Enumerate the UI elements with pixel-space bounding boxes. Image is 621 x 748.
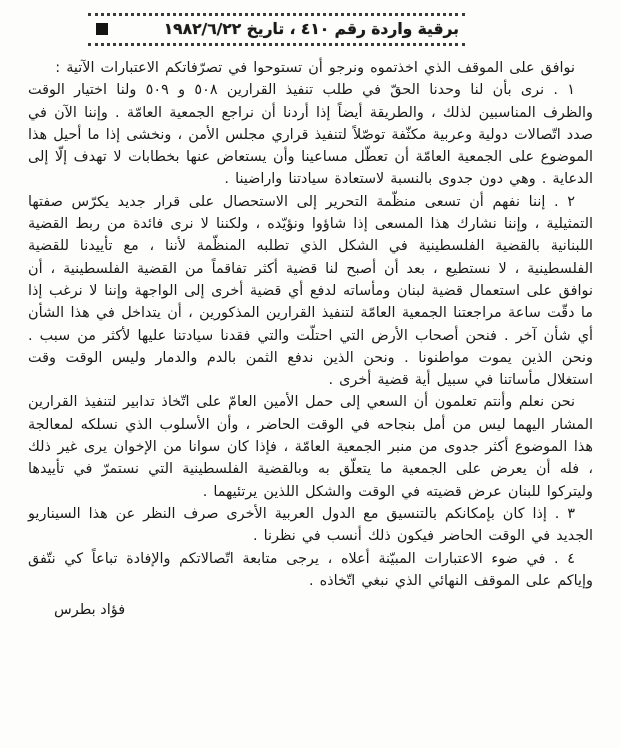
square-bullet-icon — [96, 23, 108, 35]
paragraph-point-1: ١ . نرى بأن لنا وحدنا الحقّ في طلب تنفيذ القرارين ٥٠٨ و ٥٠٩ ولنا اختيار الوقت والظرف المناسبين لذلك ، والطريقة أيضاً إذا أردنا أن نراجع الجمعية العامّة . وإننا الآن في صدد اتّصالات دولية وعربية مكثّفة توصّلاً لتنفيذ قراري مجلس الأمن ، ونخشى إذا ما أحيل هذا الموضوع على الجمعية العامّة أن تعطّل مساعينا وأن يستعاض عنها بخطابات لا تهدف إلّا إلى الدعاية . وهي دون جدوى بالنسبة لاستعادة سيادتنا واراضينا . — [28, 82, 593, 188]
paragraph-point-3: ٣ . إذا كان بإمكانكم بالتنسيق مع الدول العربية الأخرى صرف النظر عن هذا السيناريو الجديد في الوقت الحاضر فيكون ذلك أنسب في نظرنا . — [28, 505, 593, 545]
paragraph-point-4: ٤ . في ضوء الاعتبارات المبيّنة أعلاه ، يرجى متابعة اتّصالاتكم والإفادة تباعاً كي نتّفق وإياكم على الموقف النهائي الذي نبغي اتّخاذه . — [28, 550, 593, 589]
intro-paragraph: نوافق على الموقف الذي اخذتموه ونرجو أن تستوحوا في تصرّفاتكم الاعتبارات الآتية : — [55, 60, 575, 76]
document-body — [28, 57, 593, 621]
telegram-stamp — [88, 13, 465, 46]
signature: فؤاد بطرس — [54, 602, 126, 619]
paragraph-point-2: ٢ . إننا نفهم أن تسعى منظّمة التحرير إلى الاستحصال على قرار جديد يكرّس صفتها التمثيلية ، وإننا نشارك هذا المسعى إذا شاؤوا ونؤيّده ، ولكننا لا نرى فائدة من ربط القضية اللبنانية بالقضية الفلسطينية في الشكل الذي تطلبه المنظّمة لأننا ، مع تأييدنا للقضية الفلسطينية ، لا نستطيع ، بعد أن أصبح لنا قضية أكثر تفاقماً من القضية الفلسطينية ، أن نوافق على استعمال قضية لبنان ومأساته لدفع أي قضية أخرى إلى الواجهة وإننا لا نرغب إذا ما دقّت ساعة مراجعتنا الجمعية العامّة لتنفيذ القرارين المذكورين ، أن يتداخل في هذا الشأن أي شأن آخر . فنحن أصحاب الأرض التي احتلّت والتي فقدنا سيادتنا عليها لأكثر من سبب . ونحن الذين يموت مواطنونا . ونحن الذين ندفع الثمن بالدم والدمار وليس الوقت وقت استغلال مأساتنا في سبيل أية قضية أخرى . — [28, 193, 593, 389]
stamp-text: برقية واردة رقم ٤١٠ ، تاريخ ١٩٨٢/٦/٢٢ — [163, 20, 459, 38]
paragraph-note: نحن نعلم وأنتم تعلمون أن السعي إلى حمل الأمين العامّ على اتّخاذ تدابير لتنفيذ القرارين المشار اليهما ليس من أمل بنجاحه في الوقت الحاضر ، وأن الأسلوب الذي نسلكه لمعالجة هذا الموضوع أكثر جدوى من منبر الجمعية العامّة ، فإذا كان سوانا من الإخوان يرى غير ذلك ، فله أن يعرض على الجمعية ما يتعلّق به وبالقضية الفلسطينية التي نستمرّ في تأييدها وليتركوا للبنان عرض قضيته في الوقت والشكل اللذين يرتئيهما . — [28, 394, 593, 500]
